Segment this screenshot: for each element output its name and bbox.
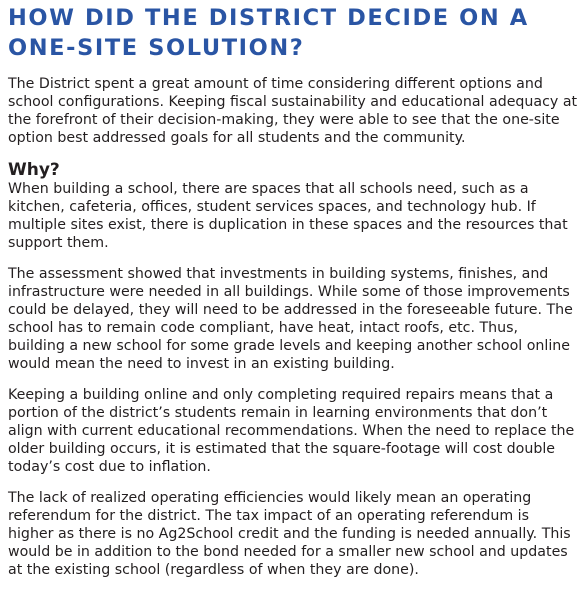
document-page [8,3,578,579]
why-heading: Why? [8,160,60,180]
page-title: HOW DID THE DISTRICT DECIDE ON A ONE-SITE SOLUTION? [8,5,529,61]
why-section [8,180,578,579]
why-paragraph-3: Keeping a building online and only completing required repairs means that a portion of the district’s students remain in learning environments that don’t align with current educational recommendations. When the need to replace the older building occurs, it is estimated that the square-footage will cost double today’s cost due to inflation. [8,387,575,475]
why-paragraph-2: The assessment showed that investments in building systems, finishes, and infrastructure were needed in all buildings. While some of those improvements could be delayed, they will need to be addressed in the foreseeable future. The school has to remain code compliant, have heat, intact roofs, etc. Thus, building a new school for some grade levels and keeping another school online would mean the need to invest in an existing building. [8,266,573,372]
why-paragraph-1: When building a school, there are spaces that all schools need, such as a kitchen, cafeteria, offices, student services spaces, and technology hub. If multiple sites exist, there is duplication in these spaces and the resources that support them. [8,181,568,251]
why-paragraph-4: The lack of realized operating efficiencies would likely mean an operating referendum for the district. The tax impact of an operating referendum is higher as there is no Ag2School credit and the funding is needed annually. This would be in addition to the bond needed for a smaller new school and updates at the existing school (regardless of when they are done). [8,490,571,578]
intro-paragraph: The District spent a great amount of time considering different options and school configurations. Keeping fiscal sustainability and educational adequacy at the forefront of their decision-making, they were able to see that the one-site option best addressed goals for all students and the community. [8,76,578,146]
